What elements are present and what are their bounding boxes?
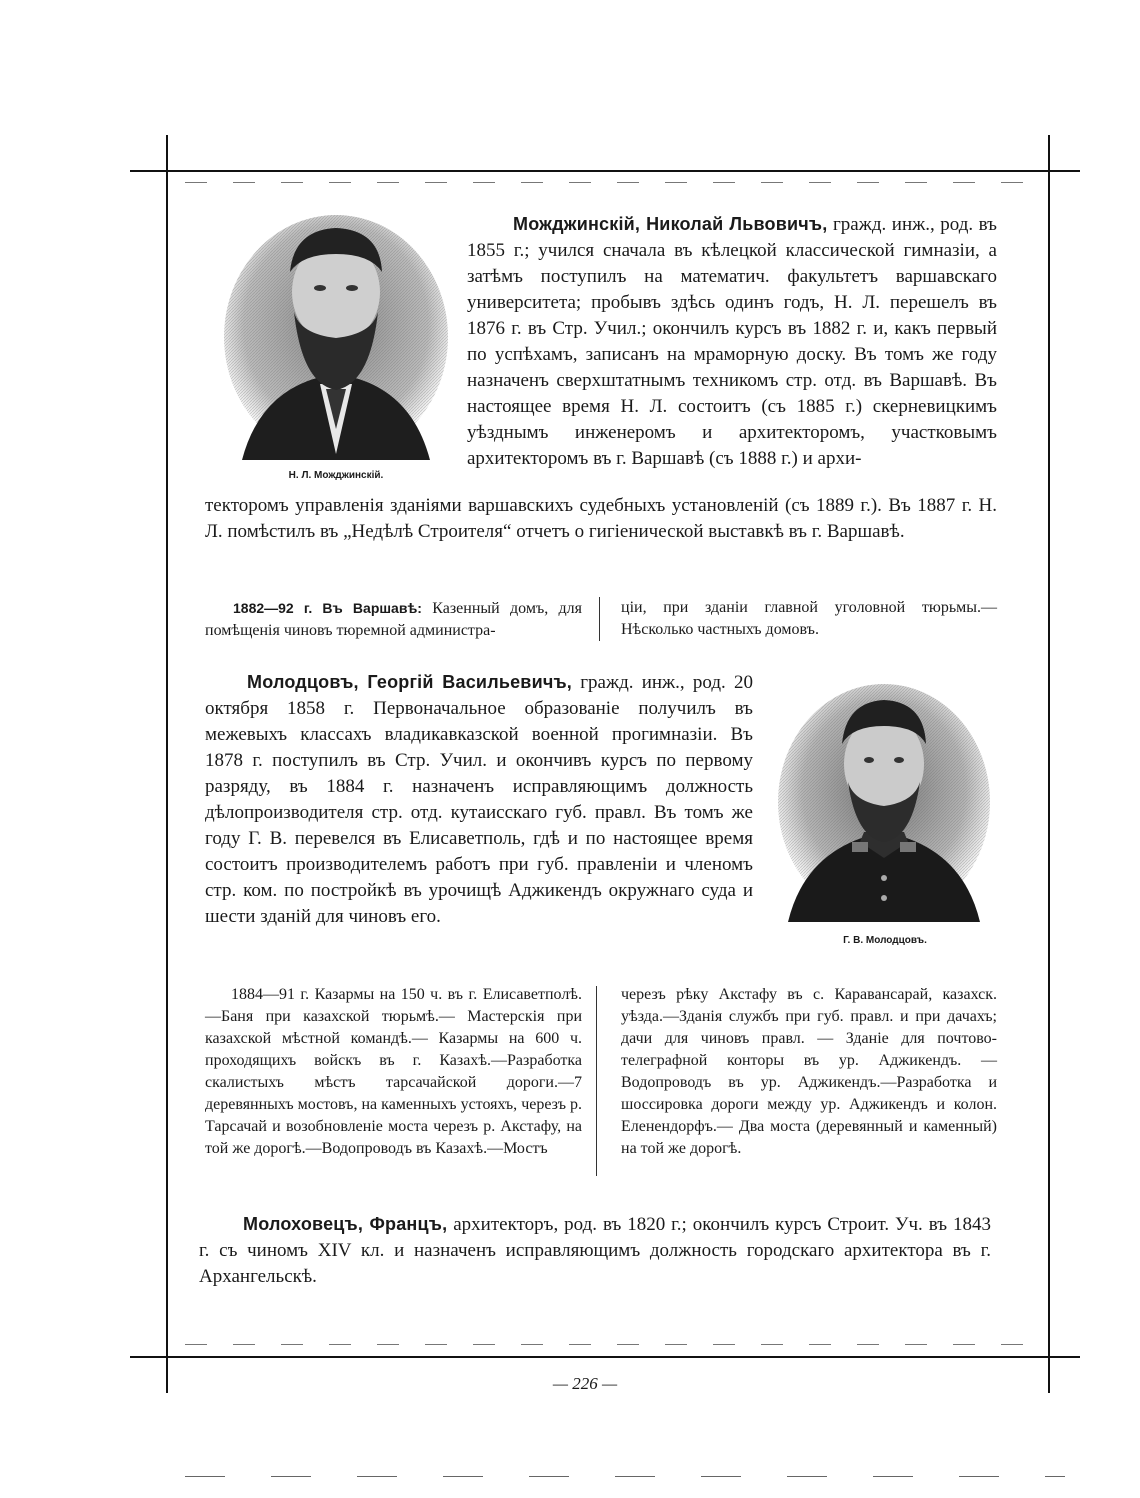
caption-molodtsov: Г. В. Молодцовъ.	[843, 935, 927, 946]
caption-mozhdzhensky: Н. Л. Можджинскій.	[288, 470, 384, 481]
inner-bottom-dash	[185, 1344, 1035, 1345]
entry-name-molokhovets: Молоховецъ, Францъ,	[243, 1214, 448, 1234]
entry-text-molodtsov: гражд. инж., род. 20 октября 1858 г. Первоначальное образованіе получилъ въ межевыхъ классахъ владикавказской военной прогимназіи. Въ 1878 г. поступилъ въ Стр. Учил. и окончивъ курсъ по первому разряду, въ 1884 г. назначенъ исправляющимъ должность дѣлопроизводителя стр. отд. кутаисскаго губ. правл. Въ томъ же году Г. В. перевелся въ Елисаветполь, гдѣ и по настоящее время состоитъ производителемъ работъ при губ. правленіи и членомъ стр. ком. по постройкѣ въ урочищѣ Аджикендъ окружнаго суда и шести зданій для чиновъ его.	[205, 672, 753, 927]
column-separator	[599, 597, 600, 641]
entry-name-mozhdzhensky: Можджинскій, Николай Львовичъ,	[513, 214, 828, 234]
works-molodtsov-right: черезъ рѣку Акстафу въ с. Каравансарай, казахск. уѣзда.—Зданія службъ при губ. правл. и при дачахъ; дачи для чиновъ правл. — Зданіе для почтово-телеграфной конторы въ ур. Аджикендъ. — Водопроводъ въ ур. Аджикендъ.—Разработка и шоссировка дороги между ур. Аджикендъ и колон. Еленендорфъ.— Два моста (деревянный и каменный) на той же дорогѣ.	[621, 986, 997, 1157]
portrait-engraving-icon	[222, 214, 450, 460]
frame-top-rule	[130, 170, 1080, 172]
works-mozhdzhensky-right: ціи, при зданіи главной уголовной тюрьмы.— Нѣсколько частныхъ домовъ.	[621, 599, 997, 638]
inner-top-dash	[185, 182, 1035, 183]
works-mozhdzhensky-left	[205, 597, 582, 642]
entry-molodtsov	[205, 669, 753, 930]
frame-right-rule	[1048, 135, 1050, 1393]
entry-text-mozhdzhensky: гражд. инж., род. въ 1855 г.; учился сначала въ кѣлецкой классической гимназіи, а затѣмъ поступилъ на математич. факультетъ варшавскаго университета; пробывъ здѣсь одинъ годъ, Н. Л. перешелъ въ 1876 г. въ Стр. Учил.; окончилъ курсъ въ 1882 г. и, какъ первый по успѣхамъ, записанъ на мраморную доску. Въ томъ же году назначенъ сверхштатнымъ техникомъ стр. отд. въ Варшавѣ. Въ настоящее время Н. Л. состоитъ (съ 1885 г.) скерневицкимъ уѣзднымъ инженеромъ и архитекторомъ, участковымъ архитекторомъ въ г. Варшавѣ (съ 1888 г.) и архи-	[467, 214, 998, 469]
entry-mozhdzhensky-intro	[467, 211, 997, 472]
entry-name-molodtsov: Молодцовъ, Георгій Васильевичъ,	[247, 672, 573, 692]
entry-text-molokhovets: архитекторъ, род. въ 1820 г.; окончилъ курсъ Строит. Уч. въ 1843 г. съ чиномъ XIV кл. и назначенъ исправляющимъ должность городскаго архитектора въ г. Архангельскѣ.	[199, 1214, 991, 1287]
works-text-left-mozhdzhensky: Казенный домъ, для помѣщенія чиновъ тюремной администра-	[205, 600, 583, 639]
works-lead-mozhdzhensky: 1882—92 г. Въ Варшавѣ:	[233, 600, 422, 616]
frame-left-rule	[166, 135, 168, 1393]
works-molodtsov-left: 1884—91 г. Казармы на 150 ч. въ г. Елисаветполѣ.—Баня при казахской тюрьмѣ.— Мастерскія при казахской мѣстной командѣ.— Казармы на 600 ч. проходящихъ войскъ въ г. Казахѣ.—Разработка скалистыхъ мѣстъ тарсачайской дороги.—7 деревянныхъ мостовъ, на каменныхъ устояхъ, черезъ р. Тарсачай и возобновленіе моста черезъ р. Акстафу, на той же дорогѣ.—Водопроводъ въ Казахѣ.—Мостъ	[205, 986, 582, 1157]
frame-bottom-rule	[130, 1356, 1080, 1358]
entry-mozhdzhensky-cont: текторомъ управленія зданіями варшавскихъ судебныхъ установленій (съ 1889 г.). Въ 1887 г. Н. Л. помѣстилъ въ „Недѣлѣ Строителя“ отчетъ о гигіенической выставкѣ въ г. Варшавѣ.	[205, 495, 997, 542]
bottom-cut-marks	[185, 1476, 1065, 1477]
portrait-molodtsov	[776, 682, 992, 922]
portrait-engraving-icon	[776, 682, 992, 922]
page-number: — 226 —	[552, 1374, 618, 1393]
entry-molokhovets	[199, 1211, 991, 1290]
column-separator	[596, 986, 597, 1176]
portrait-mozhdzhensky	[222, 214, 450, 460]
